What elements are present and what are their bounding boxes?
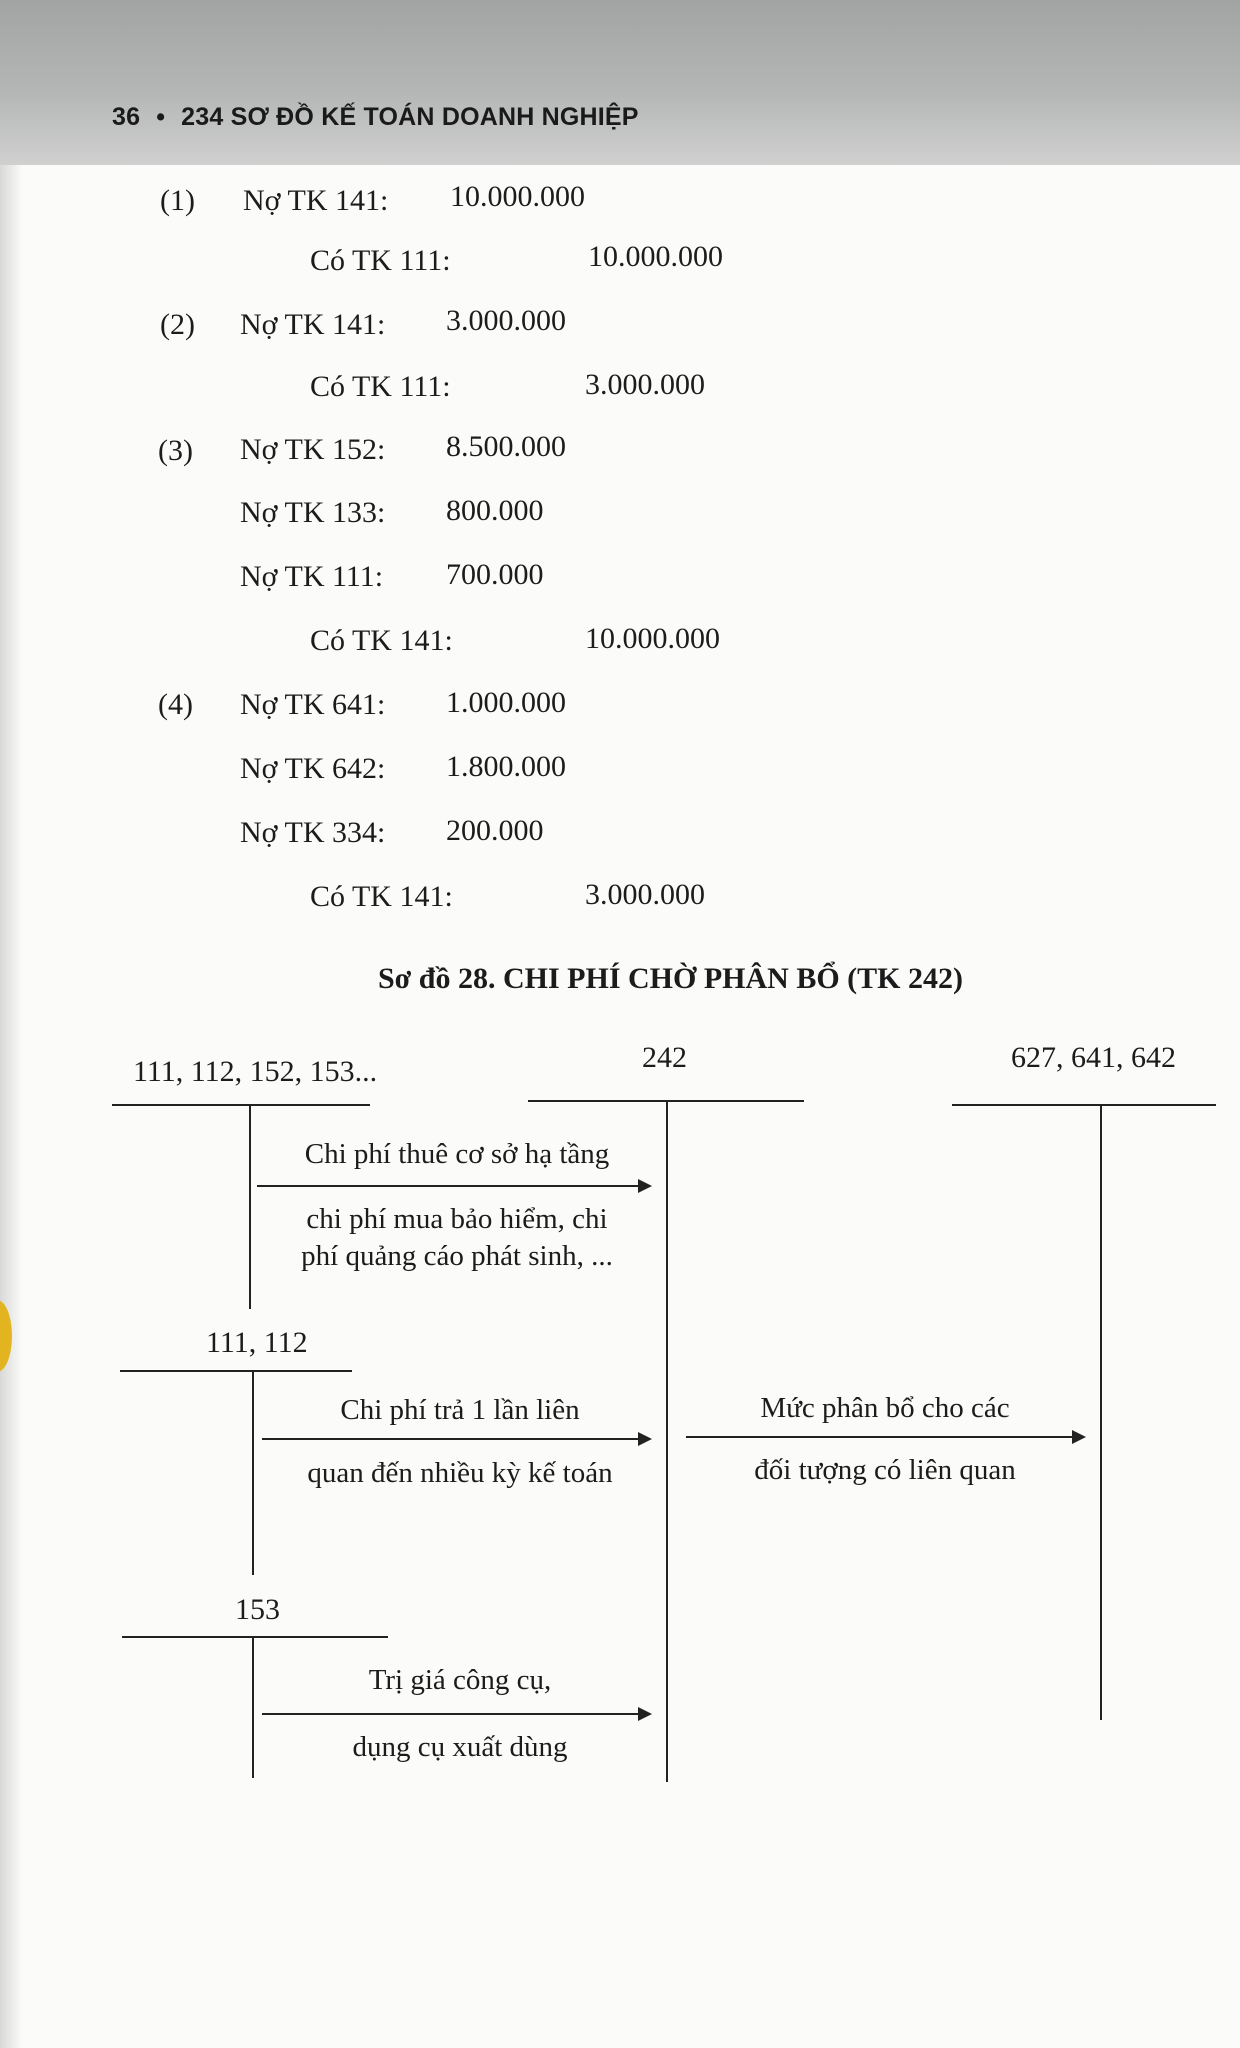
- flow-4-label-below: dụng cụ xuất dùng: [352, 1731, 568, 1763]
- entry-amount: 3.000.000: [585, 878, 705, 911]
- entry-amount: 800.000: [446, 494, 544, 527]
- flow-4-arrow: [262, 1713, 650, 1715]
- entry-line: Nợ TK 642:: [240, 752, 386, 785]
- flow-2-label-below: quan đến nhiều kỳ kế toán: [307, 1457, 613, 1489]
- flow-4-label-above: Trị giá công cụ,: [368, 1664, 552, 1696]
- page-number: 36: [112, 103, 141, 131]
- page-header: [112, 103, 639, 132]
- account-source-3: 153: [235, 1593, 280, 1626]
- entry-2-label: (2): [160, 308, 195, 341]
- t-account-target-stem: [1100, 1104, 1102, 1720]
- entry-amount: 1.800.000: [446, 750, 566, 783]
- flow-1-label-below-1: chi phí mua bảo hiểm, chi: [306, 1203, 608, 1235]
- entry-amount: 1.000.000: [446, 686, 566, 719]
- account-source-2: 111, 112: [206, 1326, 308, 1359]
- t-account-source-1-stem: [249, 1104, 251, 1309]
- entry-line: Có TK 141:: [310, 880, 453, 913]
- t-account-242-stem: [666, 1100, 668, 1782]
- diagram-title: Sơ đồ 28. CHI PHÍ CHỜ PHÂN BỔ (TK 242): [378, 962, 963, 995]
- entry-line: Nợ TK 111:: [240, 560, 384, 593]
- entry-amount: 200.000: [446, 814, 544, 847]
- entry-amount: 700.000: [446, 558, 544, 591]
- account-source-1: 111, 112, 152, 153...: [133, 1055, 378, 1088]
- entry-line: Nợ TK 141:: [240, 308, 386, 341]
- entry-line: Nợ TK 141:: [243, 184, 389, 217]
- entry-line: Có TK 111:: [310, 244, 451, 277]
- flow-1-label-below-2: phí quảng cáo phát sinh, ...: [301, 1240, 613, 1272]
- entry-1-label: (1): [160, 184, 195, 217]
- entry-line: Có TK 111:: [310, 370, 451, 403]
- entry-amount: 3.000.000: [585, 368, 705, 401]
- entry-amount: 10.000.000: [450, 180, 585, 213]
- entry-amount: 10.000.000: [585, 622, 720, 655]
- entry-line: Có TK 141:: [310, 624, 453, 657]
- entry-4-label: (4): [158, 688, 193, 721]
- t-account-source-3-top: [122, 1636, 388, 1638]
- flow-3-arrow: [686, 1436, 1084, 1438]
- t-account-source-2-top: [120, 1370, 352, 1372]
- book-title: 234 SƠ ĐỒ KẾ TOÁN DOANH NGHIỆP: [181, 103, 639, 131]
- t-account-source-2-stem: [252, 1370, 254, 1575]
- t-account-source-3-stem: [252, 1636, 254, 1778]
- header-separator: •: [156, 103, 166, 131]
- t-account-target-top: [952, 1104, 1216, 1106]
- entry-line: Nợ TK 133:: [240, 496, 386, 529]
- entry-amount: 3.000.000: [446, 304, 566, 337]
- flow-1-arrow: [257, 1185, 650, 1187]
- account-target: 627, 641, 642: [1011, 1041, 1176, 1074]
- entry-line: Nợ TK 641:: [240, 688, 386, 721]
- entry-line: Nợ TK 152:: [240, 433, 386, 466]
- flow-2-arrow: [262, 1438, 650, 1440]
- flow-3-label-above: Mức phân bổ cho các: [760, 1392, 1010, 1424]
- entry-3-label: (3): [158, 434, 193, 467]
- account-242: 242: [642, 1041, 687, 1074]
- scan-top-shadow: [0, 0, 1240, 165]
- flow-1-label-above: Chi phí thuê cơ sở hạ tầng: [304, 1138, 610, 1170]
- scan-left-shadow: [0, 165, 22, 2048]
- entry-amount: 8.500.000: [446, 430, 566, 463]
- flow-2-label-above: Chi phí trả 1 lần liên: [340, 1394, 580, 1426]
- entry-line: Nợ TK 334:: [240, 816, 386, 849]
- entry-amount: 10.000.000: [588, 240, 723, 273]
- flow-3-label-below: đối tượng có liên quan: [754, 1454, 1016, 1486]
- t-account-source-1-top: [112, 1104, 370, 1106]
